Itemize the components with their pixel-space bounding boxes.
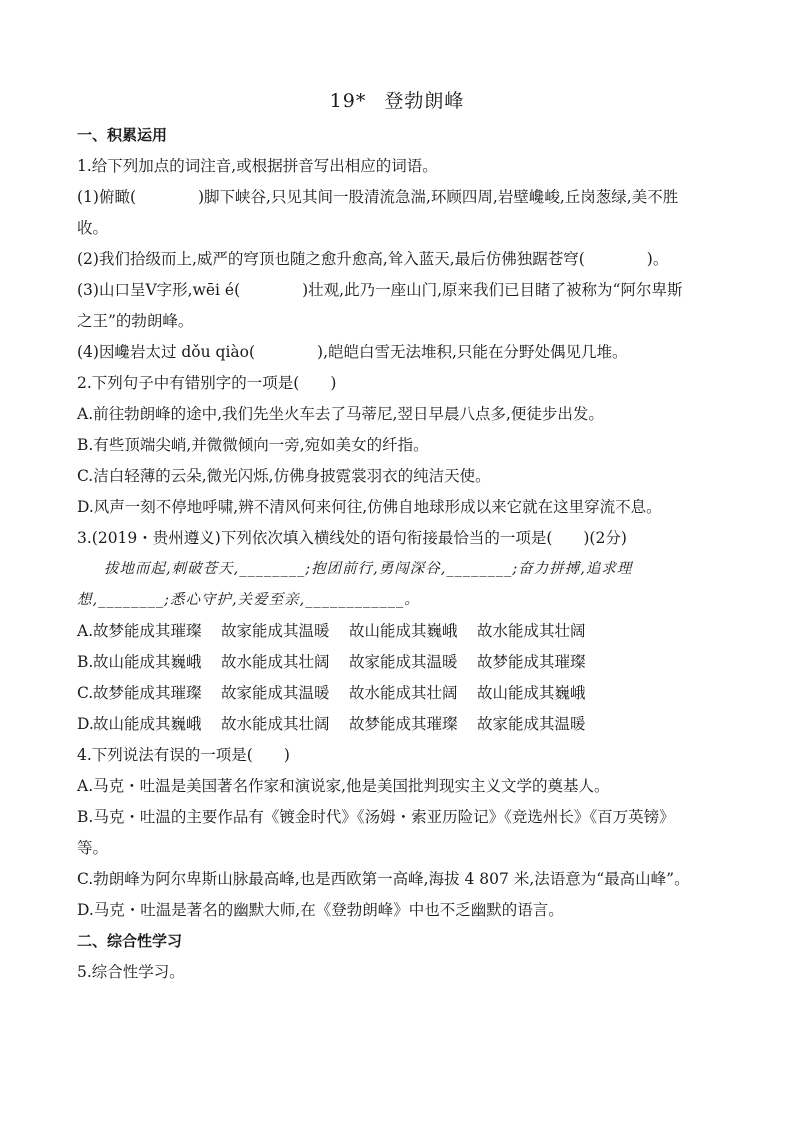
q4-stem: 4.下列说法有误的一项是( ) xyxy=(77,746,290,764)
option-phrase: 故梦能成其璀璨 xyxy=(349,715,458,733)
option-phrase: 故山能成其巍峨 xyxy=(93,715,202,733)
q2-option-a: A.前往勃朗峰的途中,我们先坐火车去了马蒂尼,翌日早晨八点多,便徒步出发。 xyxy=(77,405,604,423)
option-label: C. xyxy=(77,684,94,702)
option-phrase: 故梦能成其璀璨 xyxy=(93,622,202,640)
q1-stem: 1.给下列加点的词注音,或根据拼音写出相应的词语。 xyxy=(77,157,438,175)
worksheet-content xyxy=(77,120,737,988)
q1-item2: (2)我们拾级而上,威严的穹顶也随之愈升愈高,耸入蓝天,最后仿佛独踞苍穹( )。 xyxy=(77,250,669,268)
option-phrase: 故家能成其温暖 xyxy=(221,684,330,702)
q2-stem: 2.下列句子中有错别字的一项是( ) xyxy=(77,374,337,392)
option-phrase: 故山能成其巍峨 xyxy=(349,622,458,640)
option-phrase: 故水能成其壮阔 xyxy=(349,684,458,702)
lesson-title: 登勃朗峰 xyxy=(384,90,465,112)
q1-item3-line1: (3)山口呈V字形,wēi é( )壮观,此乃一座山门,原来我们已目睹了被称为“阿尔卑斯 xyxy=(77,281,683,299)
q1-item1-line2: 收。 xyxy=(77,219,109,237)
option-phrase: 故水能成其壮阔 xyxy=(221,653,330,671)
page-title xyxy=(0,86,794,113)
q3-poem-line1: 拔地而起,刺破苍天,________;抱团前行,勇闯深谷,________;奋力拼搏,追求理 xyxy=(104,561,633,577)
q4-option-a: A.马克・吐温是美国著名作家和演说家,他是美国批判现实主义文学的奠基人。 xyxy=(77,777,610,795)
q4-option-b-line2: 等。 xyxy=(77,839,109,857)
option-phrase: 故梦能成其璀璨 xyxy=(477,653,586,671)
option-label: A. xyxy=(77,622,94,640)
option-phrase: 故家能成其温暖 xyxy=(477,715,586,733)
q2-option-b: B.有些顶端尖峭,并微微倾向一旁,宛如美女的纤指。 xyxy=(77,436,429,454)
option-phrase: 故水能成其壮阔 xyxy=(221,715,330,733)
section-heading-1: 一、积累运用 xyxy=(77,126,168,144)
q2-option-d: D.风声一刻不停地呼啸,辨不清风何来何往,仿佛自地球形成以来它就在这里穿流不息。 xyxy=(77,498,662,516)
option-phrase: 故家能成其温暖 xyxy=(221,622,330,640)
q3-option-d xyxy=(77,709,737,740)
q1-item1-line1: (1)俯瞰( )脚下峡谷,只见其间一股清流急湍,环顾四周,岩壁巉峻,丘岗葱绿,美不胜 xyxy=(77,188,679,206)
q4-option-d: D.马克・吐温是著名的幽默大师,在《登勃朗峰》中也不乏幽默的语言。 xyxy=(77,901,564,919)
q3-option-b xyxy=(77,647,737,678)
option-phrase: 故梦能成其璀璨 xyxy=(93,684,202,702)
q3-stem: 3.(2019・贵州遵义)下列依次填入横线处的语句衔接最恰当的一项是( )(2分) xyxy=(77,529,627,547)
q3-option-a xyxy=(77,616,737,647)
q4-option-b-line1: B.马克・吐温的主要作品有《镀金时代》《汤姆・索亚历险记》《竞选州长》《百万英镑》 xyxy=(77,808,675,826)
q5-stem: 5.综合性学习。 xyxy=(77,963,185,981)
q3-option-c xyxy=(77,678,737,709)
q4-option-c: C.勃朗峰为阿尔卑斯山脉最高峰,也是西欧第一高峰,海拔 4 807 米,法语意为“最高山峰”。 xyxy=(77,870,690,888)
q3-poem-line2: 想,________;悉心守护,关爱至亲,____________。 xyxy=(77,592,420,608)
option-phrase: 故水能成其壮阔 xyxy=(477,622,586,640)
option-label: B. xyxy=(77,653,94,671)
q1-item4: (4)因巉岩太过 dǒu qiào( ),皑皑白雪无法堆积,只能在分野处偶见几堆。 xyxy=(77,343,628,361)
section-heading-2: 二、综合性学习 xyxy=(77,932,183,950)
option-phrase: 故山能成其巍峨 xyxy=(93,653,202,671)
option-phrase: 故家能成其温暖 xyxy=(349,653,458,671)
option-phrase: 故山能成其巍峨 xyxy=(477,684,586,702)
lesson-number: 19* xyxy=(329,90,367,112)
q2-option-c: C.洁白轻薄的云朵,微光闪烁,仿佛身披霓裳羽衣的纯洁天使。 xyxy=(77,467,491,485)
q1-item3-line2: 之王”的勃朗峰。 xyxy=(77,312,194,330)
option-label: D. xyxy=(77,715,94,733)
